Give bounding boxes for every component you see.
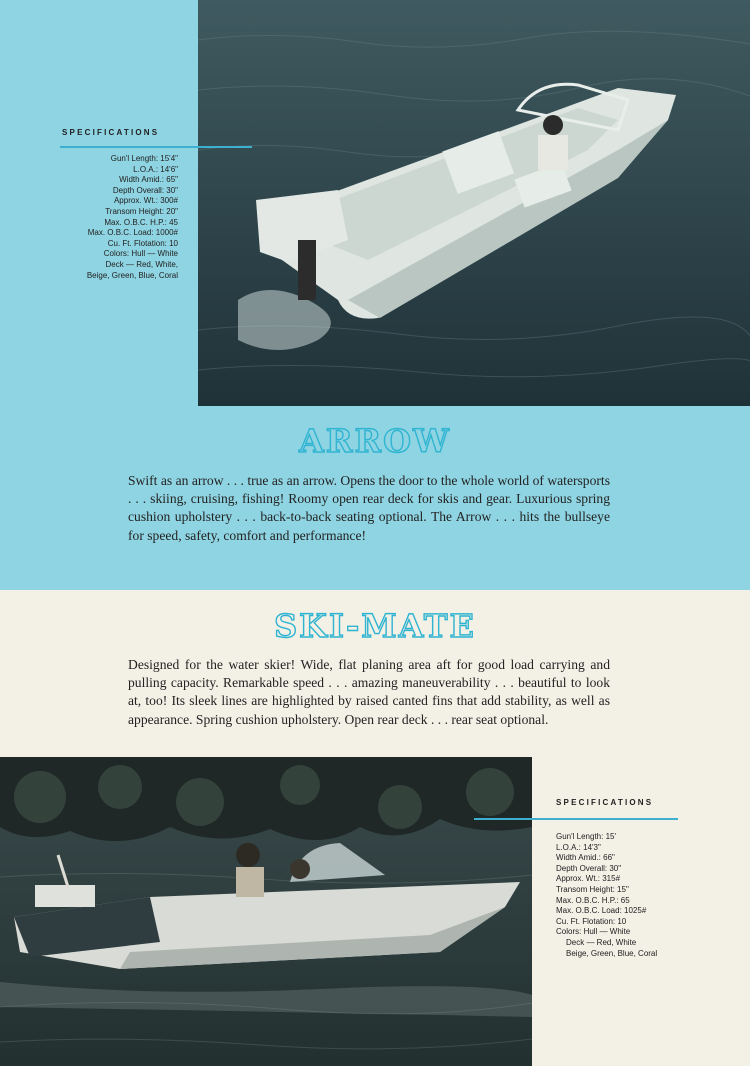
skimate-boat-photo [0,757,532,1066]
skimate-spec-line: Beige, Green, Blue, Coral [566,948,658,958]
arrow-spec-line: Colors: Hull — White [103,249,178,259]
arrow-description: Swift as an arrow . . . true as an arrow. Opens the door to the whole world of watersports . . . skiing, cruising, fishing! Roomy open rear deck for skis and gear. Luxurious spring cushion upholstery . . . back-to-back seating optional. The Arrow . . . hits the bullseye for speed, safety, comfort and performance! [128,473,610,543]
skimate-spec-line: Deck — Red, White [566,937,637,947]
skimate-spec-line: Approx. Wt.: 315# [556,874,621,884]
skimate-spec-line: Transom Height: 15" [556,884,629,894]
arrow-heading: ARROW [299,422,451,460]
arrow-spec-line: Depth Overall: 30" [112,185,178,195]
arrow-spec-line: Cu. Ft. Flotation: 10 [107,238,178,248]
skimate-spec-line: Colors: Hull — White [556,927,631,937]
arrow-spec-line: Max. O.B.C. Load: 1000# [87,228,178,238]
skimate-heading: SKI-MATE [274,607,476,645]
arrow-spec-line: Transom Height: 20" [105,206,178,216]
skimate-spec-line: Max. O.B.C. Load: 1025# [556,906,647,916]
arrow-spec-line: Deck — Red, White, [105,259,178,269]
skimate-specs-rule [474,818,678,820]
arrow-spec-line: Gun'l Length: 15'4" [110,154,178,163]
skimate-spec-line: Gun'l Length: 15' [556,832,616,841]
skimate-spec-line: Width Amid.: 66" [556,853,615,863]
skimate-specs-title: SPECIFICATIONS [556,798,654,807]
skimate-specs-list [556,832,736,959]
arrow-spec-line: Beige, Green, Blue, Coral [86,270,178,280]
skimate-spec-line: L.O.A.: 14'3" [556,842,601,852]
skimate-spec-line: Depth Overall: 30" [556,863,622,873]
arrow-spec-line: Approx. Wt.: 300# [113,196,178,206]
skimate-description: Designed for the water skier! Wide, flat planing area aft for good load carrying and pulling capacity. Remarkable speed . . . amazing maneuverability . . . beautiful to look at, too! Its sleek lines are highlighted by raised canted fins that add stability, as well as appearance. Spring cushion upholstery. Open rear deck . . . rear seat optional. [128,657,610,727]
skimate-spec-line: Cu. Ft. Flotation: 10 [556,916,627,926]
arrow-specs-title: SPECIFICATIONS [62,128,160,137]
arrow-specs-list [40,154,178,281]
arrow-specs-rule [60,146,252,148]
arrow-spec-line: L.O.A.: 14'6" [133,164,178,174]
skimate-spec-line: Max. O.B.C. H.P.: 65 [556,895,630,905]
arrow-spec-line: Max. O.B.C. H.P.: 45 [104,217,178,227]
arrow-spec-line: Width Amid.: 65" [119,175,178,185]
arrow-boat-photo [198,0,750,406]
